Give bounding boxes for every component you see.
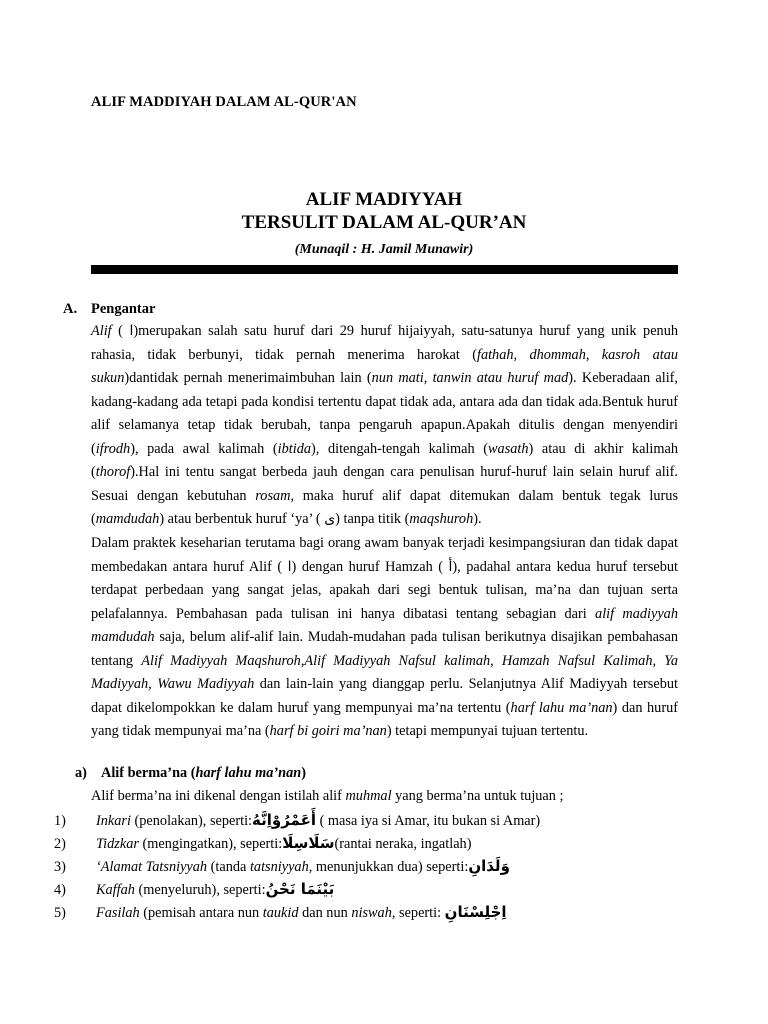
title-divider (91, 265, 678, 274)
section-label: A. (63, 301, 78, 317)
alif-glyph: ا (287, 558, 292, 575)
hamzah-glyph: أ (448, 558, 453, 575)
paragraph-practice: Dalam praktek keseharian terutama bagi orang awam banyak terjadi kesimpangsiuran dan tidak dapat membedakan antara huruf Alif ( ا) dengan huruf Hamzah ( أ), padahal antara kedua huruf tersebut terdapat perbedaan yang sangat jelas, apakah dari segi bentuk tulisan, ma’na dan tujuan serta pelafalannya. Pembahasan pada tulisan ini hanya dibatasi tentang sebagian dari alif madiyyah mamdudah saja, belum alif-alif lain. Mudah-mudahan pada tulisan berikutnya disajikan pembahasan tentang Alif Madiyyah Maqshuroh,Alif Madiyyah Nafsul kalimah, Hamzah Nafsul Kalimah, Ya Madiyyah, Wawu Madiyyah dan lain-lain yang dianggap perlu. Selanjutnya Alif Madiyyah tersebut dapat dikelompokkan ke dalam huruf yang mempunyai ma’na tertentu (harf lahu ma’nan) dan huruf yang tidak mempunyai ma’na (harf bi goiri ma’nan) tetapi mempunyai tujuan tertentu. (91, 535, 679, 740)
subsection-a-heading: a) Alif berma’na (harf lahu ma’nan) (75, 765, 306, 781)
ya-glyph: ى (324, 511, 336, 528)
arabic-example: بَيْنَمَا نَحْنُ (265, 880, 335, 898)
list-item: 3) ‘Alamat Tatsniyyah (tanda tatsniyyah, menunjukkan dua) seperti:وَلَدَانِ (54, 857, 510, 875)
arabic-example: أَعَمْرُوْاِنَّهُ (252, 811, 317, 829)
list-item: 1) Inkari (penolakan), seperti:أَعَمْرُوْاِنَّهُ ( masa iya si Amar, itu bukan si Amar) (54, 811, 541, 829)
document-header: ALIF MADDIYAH DALAM AL-QUR'AN (91, 94, 357, 110)
list-item: 4) Kaffah (menyeluruh), seperti:بَيْنَمَا نَحْنُ (54, 880, 335, 898)
list-item: 2) Tidzkar (mengingatkan), seperti:سَلَاسِلَا(rantai neraka, ingatlah) (54, 834, 472, 852)
section-title: Pengantar (91, 301, 156, 317)
main-title-line-2: TERSULIT DALAM AL-QUR’AN (241, 212, 527, 233)
main-title-line-1: ALIF MADIYYAH (305, 189, 463, 210)
arabic-example: وَلَدَانِ (468, 857, 510, 875)
arabic-example: سَلَاسِلَا (282, 834, 335, 852)
section-a-heading (63, 301, 155, 318)
alif-glyph: ا (129, 323, 134, 339)
subsection-intro: Alif berma’na ini dikenal dengan istilah alif muhmal yang berma’na untuk tujuan ; (91, 788, 564, 804)
list-item: 5) Fasilah (pemisah antara nun taukid dan nun niswah, seperti: اِجْلِسْنَانِ (54, 903, 507, 921)
arabic-example: اِجْلِسْنَانِ (444, 903, 507, 921)
author-line: (Munaqil : H. Jamil Munawir) (294, 242, 474, 257)
paragraph-intro: Alif ( ا)merupakan salah satu huruf dari 29 huruf hijaiyyah, satu-satunya huruf yang unik penuh rahasia, tidak berbunyi, tidak pernah menerima harokat (fathah, dhommah, kasroh atau sukun)dantidak pernah menerimaimbuhan lain (nun mati, tanwin atau huruf mad). Keberadaan alif, kadang-kadang ada tetapi pada kondisi tertentu dapat tidak ada, antara ada dan tidak ada.Bentuk huruf alif selamanya tetap tidak berubah, tanpa pengaruh apapun.Apakah ditulis dengan menyendiri (ifrodh), pada awal kalimah (ibtida), ditengah-tengah kalimah (wasath) atau di akhir kalimah (thorof).Hal ini tentu sangat berbeda jauh dengan cara penulisan huruf-huruf lain selain huruf alif. Sesuai dengan kebutuhan rosam, maka huruf alif dapat ditemukan dalam bentuk tegak lurus (mamdudah) atau berbentuk huruf ‘ya’ ( ى) tanpa titik (maqshuroh). (91, 323, 679, 528)
